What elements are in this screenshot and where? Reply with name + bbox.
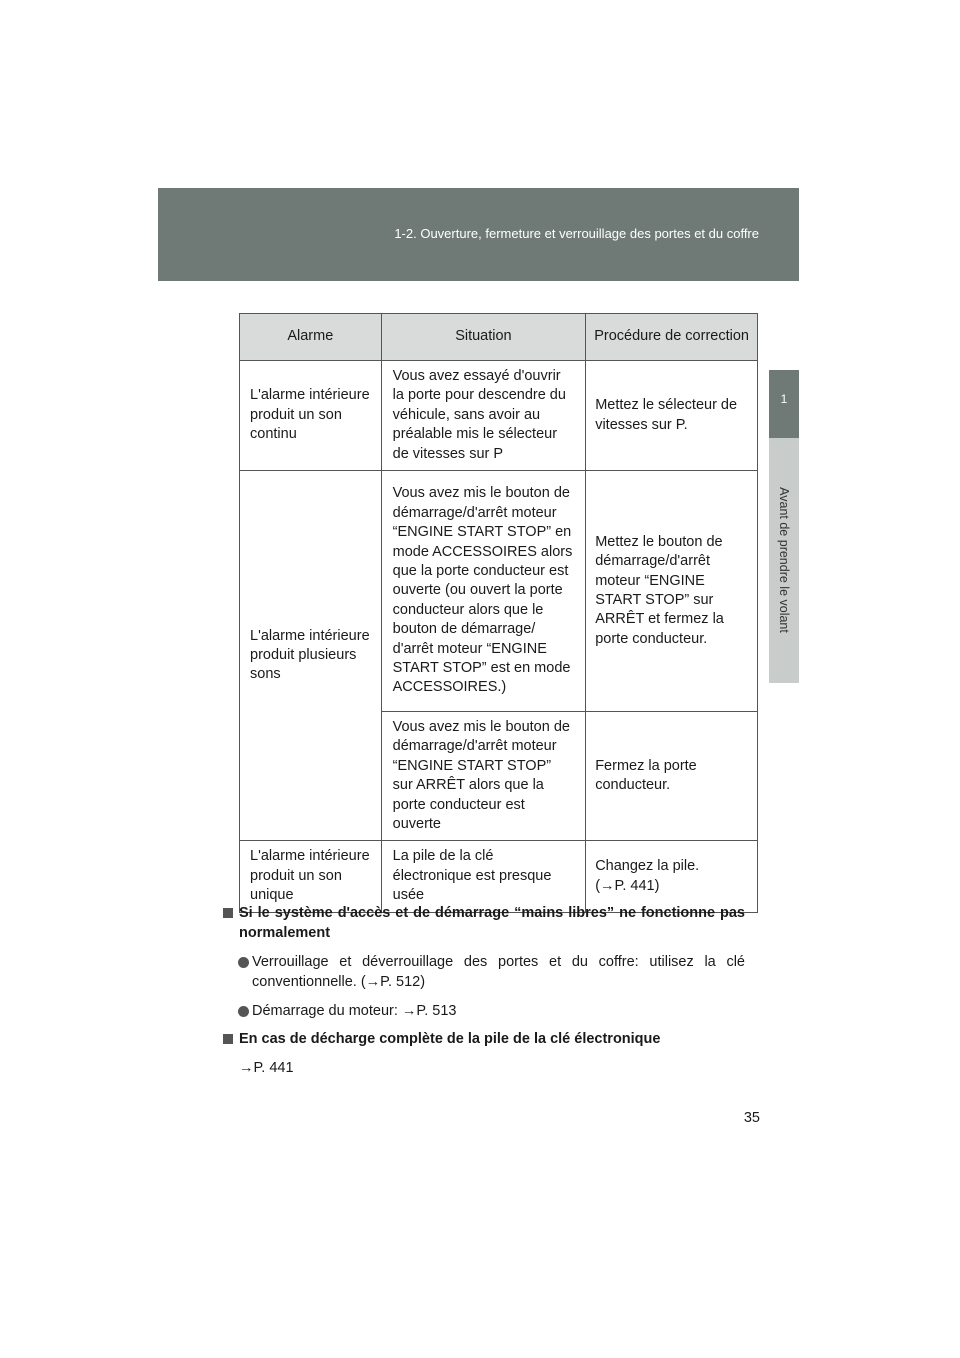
alarm-cell: L'alarme intérieure produit un son continu [240,361,382,471]
chapter-tab [769,370,799,438]
square-bullet-icon [223,1034,233,1044]
note-item [223,952,745,992]
situation-cell: Vous avez essayé d'ouvrir la porte pour descendre du véhicule, sans avoir au préalable mis le sélecteur de vitesses sur P [381,361,586,471]
circle-bullet-icon [238,957,249,968]
correction-cell [586,841,758,912]
correction-cell: Mettez le sélecteur de vitesses sur P. [586,361,758,471]
table-row [240,471,758,712]
table-header-row [240,314,758,361]
correction-cell: Fermez la porte conducteur. [586,712,758,841]
note-item-text: Démarrage du moteur: →P. 513 [252,1003,457,1019]
note-heading [223,903,745,943]
note-item-text: Verrouillage et déverrouillage des portes et du coffre: utilisez la clé conventionnelle. (→P. 512) [252,954,745,990]
note-heading-text: Si le système d'accès et de démarrage “mains libres” ne fonctionne pas normalement [239,905,745,941]
alarm-table [239,313,758,913]
alarm-cell: L'alarme intérieure produit un son unique [240,841,382,912]
note-item [223,1001,745,1021]
chapter-label: Avant de prendre le volant [777,487,791,633]
table-row [240,361,758,471]
correction-line: Changez la pile. [595,858,700,875]
chapter-number: 1 [780,392,788,406]
page-reference: (→P. 441) [595,877,660,894]
square-bullet-icon [223,908,233,918]
page-reference: →P. 441 [239,1060,294,1076]
situation-cell: Vous avez mis le bouton de démarrage/d'arrêt moteur “ENGINE START STOP” en mode ACCESSOIRES alors que la porte conducteur est ouverte (ou ouvert la porte conducteur alors que le bouton de démarrage/ d'arrêt moteur “ENGINE START STOP” est en mode ACCESSOIRES.) [381,471,586,712]
note-heading-text: En cas de décharge complète de la pile de la clé électronique [239,1031,661,1047]
chapter-label-tab [769,438,799,683]
correction-cell: Mettez le bouton de démarrage/d'arrêt moteur “ENGINE START STOP” sur ARRÊT et fermez la porte conducteur. [586,471,758,712]
header-alarme: Alarme [240,314,382,361]
alarm-cell: L'alarme intérieure produit plusieurs sons [240,471,382,841]
circle-bullet-icon [238,1006,249,1017]
table-row [240,841,758,912]
situation-cell: Vous avez mis le bouton de démarrage/d'arrêt moteur “ENGINE START STOP” sur ARRÊT alors que la porte conducteur est ouverte [381,712,586,841]
notes-section [223,903,745,1078]
header-situation: Situation [381,314,586,361]
note-heading [223,1029,745,1049]
section-header-band [158,188,799,281]
situation-cell: La pile de la clé électronique est presque usée [381,841,586,912]
section-title: 1-2. Ouverture, fermeture et verrouillage des portes et du coffre [394,226,759,241]
header-procedure: Procédure de correction [586,314,758,361]
page-number: 35 [743,1110,760,1126]
